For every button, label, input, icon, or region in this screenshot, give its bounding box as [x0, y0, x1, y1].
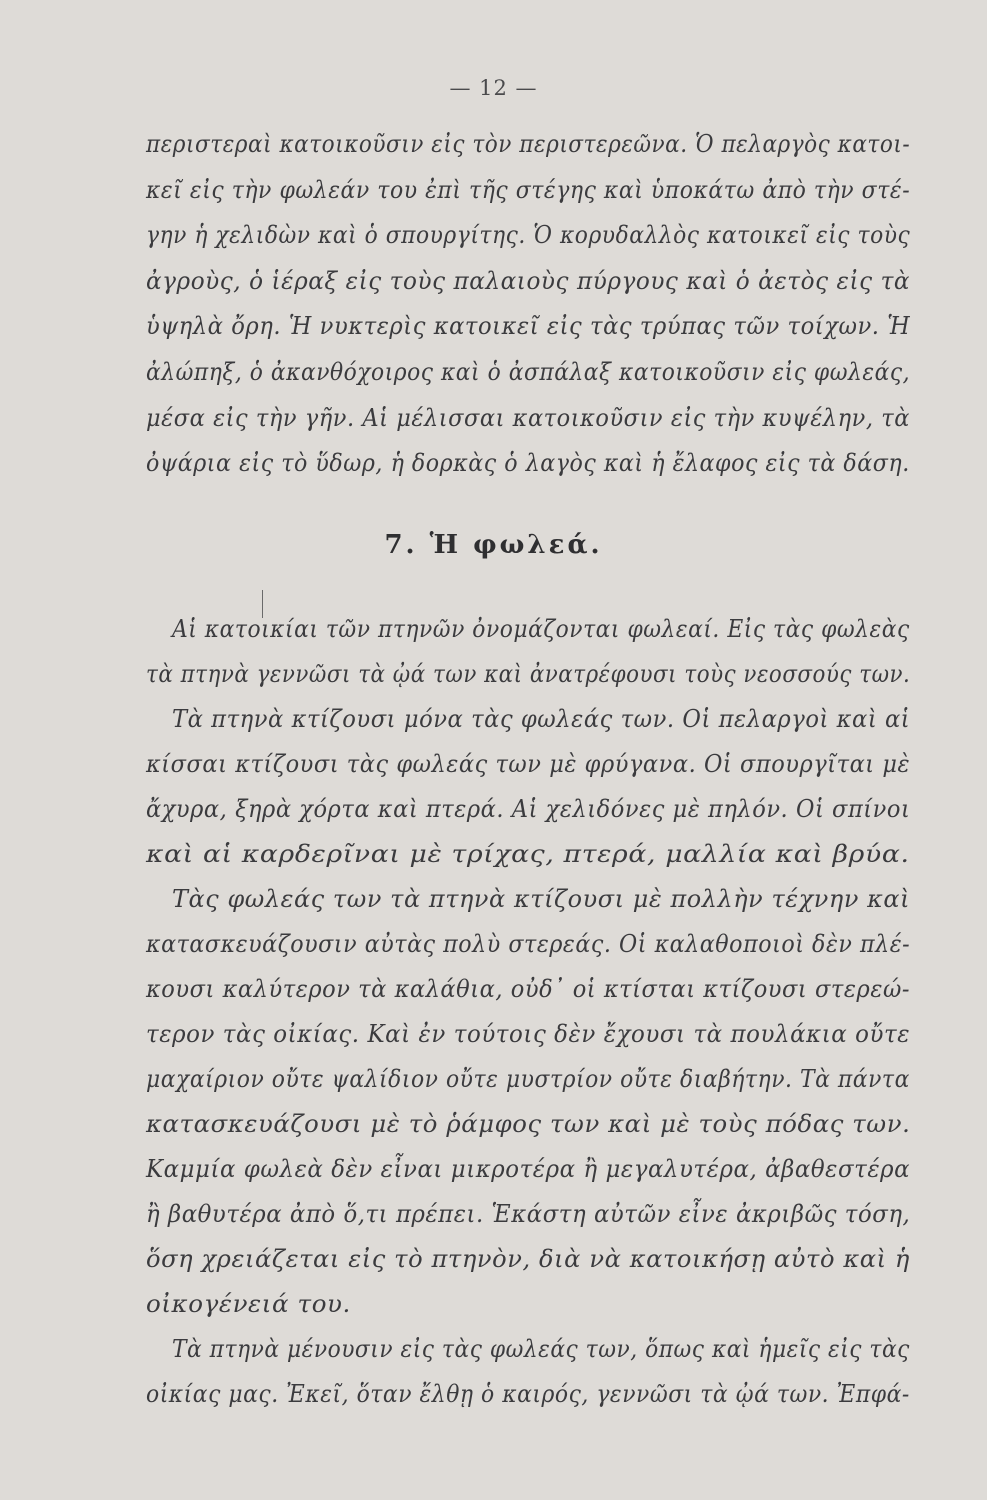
text-line: μέσα εἰς τὴν γῆν. Αἱ μέλισσαι κατοικοῦσιν εἰς τὴν κυψέλην, τὰ	[146, 403, 910, 432]
text-line: μαχαίριον οὔτε ψαλίδιον οὔτε μυστρίον οὔτε διαβήτην. Τὰ πάντα	[146, 1064, 910, 1093]
text-line: ὅση χρειάζεται εἰς τὸ πτηνὸν, διὰ νὰ κατοικήσῃ αὐτὸ καὶ ἡ	[146, 1244, 910, 1273]
text-line: Καμμία φωλεὰ δὲν εἶναι μικροτέρα ἢ μεγαλυτέρα, ἀβαθεστέρα	[146, 1154, 911, 1183]
text-line: περιστεραὶ κατοικοῦσιν εἰς τὸν περιστερεῶνα. Ὁ πελαργὸς κατοι-	[146, 129, 911, 158]
text-line: κίσσαι κτίζουσι τὰς φωλεάς των μὲ φρύγανα. Οἱ σπουργῖται μὲ	[146, 749, 911, 778]
text-line: ἀγροὺς, ὁ ἱέραξ εἰς τοὺς παλαιοὺς πύργους καὶ ὁ ἀετὸς εἰς τὰ	[146, 266, 911, 295]
text-line: ἢ βαθυτέρα ἀπὸ ὅ,τι πρέπει. Ἑκάστη αὐτῶν εἶνε ἀκριβῶς τόση,	[146, 1199, 911, 1228]
section-heading: 7. Ἡ φωλεά.	[384, 530, 603, 560]
text-line: Τὰς φωλεάς των τὰ πτηνὰ κτίζουσι μὲ πολλὴν τέχνην καὶ	[172, 884, 911, 913]
text-line: τερον τὰς οἰκίας. Καὶ ἐν τούτοις δὲν ἔχουσι τὰ πουλάκια οὔτε	[146, 1019, 911, 1048]
text-line: οἰκίας μας. Ἐκεῖ, ὅταν ἔλθῃ ὁ καιρός, γεννῶσι τὰ ᾠά των. Ἐπφά-	[146, 1379, 910, 1408]
text-line: κατασκευάζουσιν αὐτὰς πολὺ στερεάς. Οἱ καλαθοποιοὶ δὲν πλέ-	[146, 929, 911, 958]
text-line: Τὰ πτηνὰ μένουσιν εἰς τὰς φωλεάς των, ὅπως καὶ ἡμεῖς εἰς τὰς	[172, 1334, 910, 1363]
text-line: ἄχυρα, ξηρὰ χόρτα καὶ πτερά. Αἱ χελιδόνες μὲ πηλόν. Οἱ σπίνοι	[146, 794, 911, 823]
page-number: — 12 —	[449, 76, 538, 100]
text-line: καὶ αἱ καρδερῖναι μὲ τρίχας, πτερά, μαλλία καὶ βρύα.	[146, 839, 910, 868]
text-line: ὑψηλὰ ὄρη. Ἡ νυκτερὶς κατοικεῖ εἰς τὰς τρύπας τῶν τοίχων. Ἡ	[146, 311, 911, 340]
text-line: ἀλώπηξ, ὁ ἀκανθόχοιρος καὶ ὁ ἀσπάλαξ κατοικοῦσιν εἰς φωλεάς,	[146, 357, 911, 386]
text-line: γην ἡ χελιδὼν καὶ ὁ σπουργίτης. Ὁ κορυδαλλὸς κατοικεῖ εἰς τοὺς	[146, 220, 911, 249]
text-line: ὀψάρια εἰς τὸ ὕδωρ, ἡ δορκὰς ὁ λαγὸς καὶ ἡ ἔλαφος εἰς τὰ δάση.	[146, 448, 910, 477]
text-line: τὰ πτηνὰ γεννῶσι τὰ ᾠά των καὶ ἀνατρέφουσι τοὺς νεοσσούς των.	[146, 659, 911, 688]
text-line: κουσι καλύτερον τὰ καλάθια, οὐδ᾽ οἱ κτίσται κτίζουσι στερεώ-	[146, 974, 910, 1003]
text-line: Τὰ πτηνὰ κτίζουσι μόνα τὰς φωλεάς των. Οἱ πελαργοὶ καὶ αἱ	[172, 704, 911, 733]
text-line: κεῖ εἰς τὴν φωλεάν του ἐπὶ τῆς στέγης καὶ ὑποκάτω ἀπὸ τὴν στέ-	[146, 175, 911, 204]
text-line: οἰκογένειά του.	[146, 1289, 351, 1318]
text-line: Αἱ κατοικίαι τῶν πτηνῶν ὀνομάζονται φωλεαί. Εἰς τὰς φωλεὰς	[172, 614, 910, 643]
text-line: κατασκευάζουσι μὲ τὸ ῥάμφος των καὶ μὲ τοὺς πόδας των.	[146, 1109, 911, 1138]
